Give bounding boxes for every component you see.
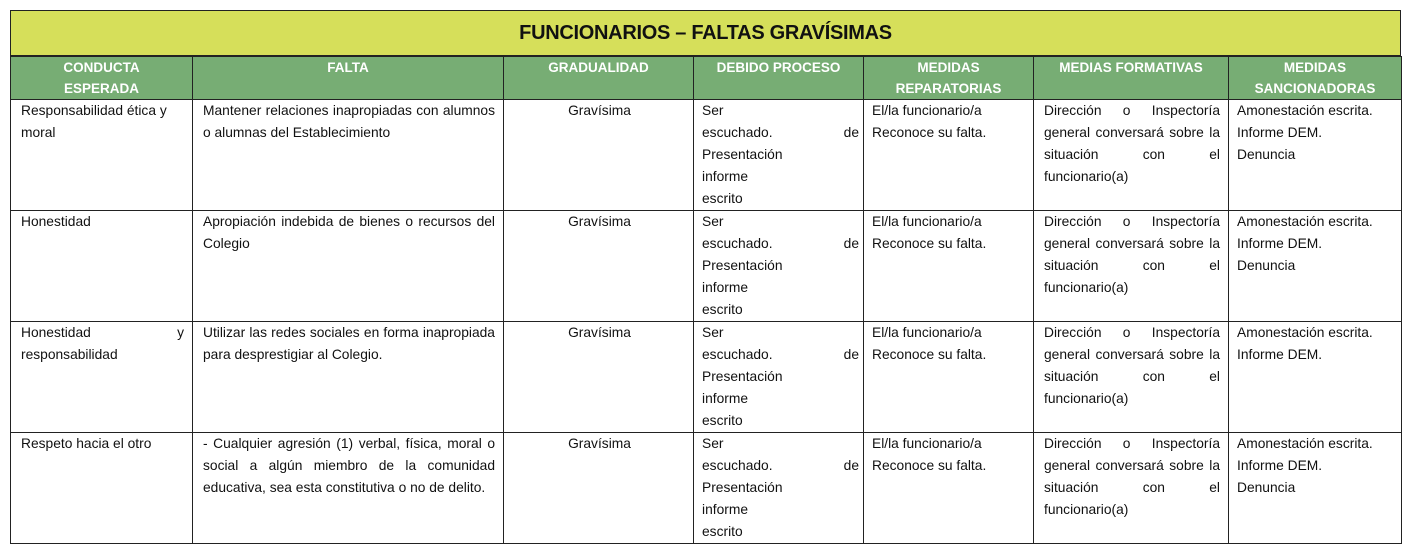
document-page [10, 10, 1401, 544]
cell-falta: Utilizar las redes sociales en forma inapropiada para desprestigiar al Colegio. [193, 322, 504, 433]
cell-gradualidad: Gravísima [504, 211, 694, 322]
cell-sancionadoras: Amonestación escrita. Informe DEM. Denuncia [1229, 433, 1402, 544]
header-row [11, 57, 1402, 100]
cell-falta: Apropiación indebida de bienes o recursos del Colegio [193, 211, 504, 322]
header-medidas-sancionadoras: MEDIDAS SANCIONADORAS [1229, 57, 1402, 100]
cell-gradualidad: Gravísima [504, 100, 694, 211]
cell-conducta: Responsabilidad ética y moral [11, 100, 193, 211]
header-conducta: CONDUCTA ESPERADA [11, 57, 193, 100]
cell-debido-proceso: Ser escuchado. de Presentación informe escrito [694, 322, 864, 433]
header-medias-formativas: MEDIAS FORMATIVAS [1034, 57, 1229, 100]
table-row [11, 433, 1402, 544]
cell-reparatorias: El/la funcionario/a Reconoce su falta. [864, 322, 1034, 433]
table-row [11, 211, 1402, 322]
header-gradualidad: GRADUALIDAD [504, 57, 694, 100]
cell-reparatorias: El/la funcionario/a Reconoce su falta. [864, 100, 1034, 211]
table-row [11, 100, 1402, 211]
cell-conducta: Honestidad [11, 211, 193, 322]
cell-formativas: Dirección o Inspectoría general conversará sobre la situación con el funcionario(a) [1034, 322, 1229, 433]
table-title: FUNCIONARIOS – FALTAS GRAVÍSIMAS [10, 10, 1401, 56]
cell-debido-proceso: Ser escuchado. de Presentación informe escrito [694, 100, 864, 211]
cell-debido-proceso: Ser escuchado. de Presentación informe escrito [694, 433, 864, 544]
cell-falta: Mantener relaciones inapropiadas con alumnos o alumnas del Establecimiento [193, 100, 504, 211]
header-debido-proceso: DEBIDO PROCESO [694, 57, 864, 100]
cell-debido-proceso: Ser escuchado. de Presentación informe escrito [694, 211, 864, 322]
cell-reparatorias: El/la funcionario/a Reconoce su falta. [864, 433, 1034, 544]
cell-gradualidad: Gravísima [504, 433, 694, 544]
cell-formativas: Dirección o Inspectoría general conversará sobre la situación con el funcionario(a) [1034, 433, 1229, 544]
cell-gradualidad: Gravísima [504, 322, 694, 433]
table-row [11, 322, 1402, 433]
cell-falta: - Cualquier agresión (1) verbal, física, moral o social a algún miembro de la comunidad educativa, sea esta constitutiva o no de delito. [193, 433, 504, 544]
cell-conducta: Honestidad y responsabilidad [11, 322, 193, 433]
cell-formativas: Dirección o Inspectoría general conversará sobre la situación con el funcionario(a) [1034, 211, 1229, 322]
faltas-table [10, 56, 1402, 544]
cell-sancionadoras: Amonestación escrita. Informe DEM. Denuncia [1229, 211, 1402, 322]
header-medidas-reparatorias: MEDIDAS REPARATORIAS [864, 57, 1034, 100]
cell-reparatorias: El/la funcionario/a Reconoce su falta. [864, 211, 1034, 322]
cell-formativas: Dirección o Inspectoría general conversará sobre la situación con el funcionario(a) [1034, 100, 1229, 211]
cell-sancionadoras: Amonestación escrita. Informe DEM. Denuncia [1229, 100, 1402, 211]
cell-conducta: Respeto hacia el otro [11, 433, 193, 544]
header-falta: FALTA [193, 57, 504, 100]
cell-sancionadoras: Amonestación escrita. Informe DEM. [1229, 322, 1402, 433]
